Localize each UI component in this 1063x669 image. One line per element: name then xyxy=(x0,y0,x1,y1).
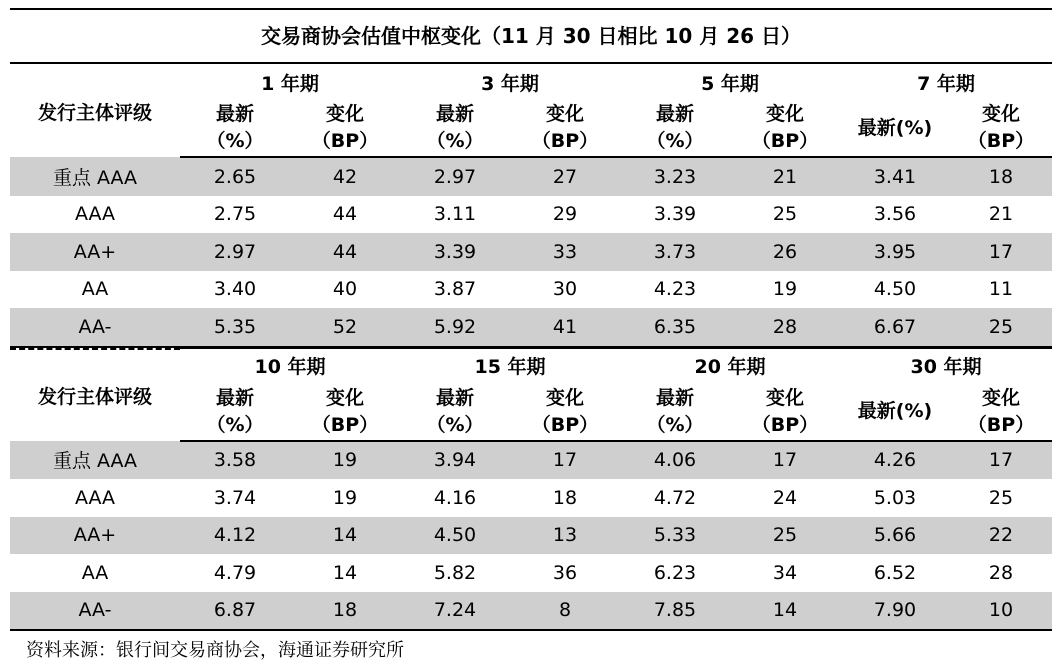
change-value-cell: 17 xyxy=(950,441,1052,480)
latest-header: 最新 （%） xyxy=(620,384,730,441)
rating-cell: AA- xyxy=(10,308,180,347)
period-header: 3 年期 xyxy=(481,72,539,95)
change-value-cell: 27 xyxy=(510,157,620,196)
rating-header: 发行主体评级 xyxy=(37,385,152,408)
latest-header: 最新 （%） xyxy=(400,100,510,157)
latest-header: 最新 （%） xyxy=(400,384,510,441)
latest-value-cell: 4.50 xyxy=(873,278,917,301)
table-row xyxy=(10,157,1052,196)
change-header: 变化 （BP） xyxy=(730,100,840,157)
change-value-cell: 14 xyxy=(290,517,400,555)
latest-value-cell: 6.67 xyxy=(840,308,950,347)
table-row xyxy=(10,441,1052,480)
change-value-cell: 14 xyxy=(730,592,840,631)
change-value-cell: 29 xyxy=(552,203,578,226)
latest-value-cell: 3.40 xyxy=(213,278,257,301)
latest-value-cell: 3.95 xyxy=(840,233,950,271)
latest-value-cell: 5.03 xyxy=(873,486,917,509)
latest-value-cell: 2.97 xyxy=(180,233,290,271)
latest-value-cell: 5.66 xyxy=(840,517,950,555)
period-header: 20 年期 xyxy=(694,356,766,378)
latest-value-cell: 6.52 xyxy=(873,561,917,584)
change-value-cell: 36 xyxy=(552,561,578,584)
latest-value-cell: 5.35 xyxy=(180,308,290,347)
latest-value-cell: 6.87 xyxy=(180,592,290,631)
change-value-cell: 40 xyxy=(332,278,358,301)
latest-value-cell: 4.79 xyxy=(213,561,257,584)
block1-body xyxy=(10,157,1052,347)
latest-value-cell: 4.06 xyxy=(620,441,730,480)
change-value-cell: 52 xyxy=(290,308,400,347)
change-value-cell: 17 xyxy=(730,441,840,480)
change-value-cell: 44 xyxy=(332,203,358,226)
change-value-cell: 25 xyxy=(772,203,798,226)
latest-value-cell: 3.41 xyxy=(840,157,950,196)
change-value-cell: 18 xyxy=(290,592,400,631)
rating-cell: AA+ xyxy=(10,233,180,271)
latest-value-cell: 6.23 xyxy=(653,561,697,584)
latest-value-cell: 4.12 xyxy=(180,517,290,555)
latest-header: 最新 （%） xyxy=(180,384,290,441)
change-value-cell: 11 xyxy=(988,278,1014,301)
latest-value-cell: 3.74 xyxy=(213,486,257,509)
change-header: 变化 （BP） xyxy=(510,100,620,157)
latest-value-cell: 7.24 xyxy=(400,592,510,631)
period-header: 5 年期 xyxy=(701,72,759,95)
latest-value-cell: 5.82 xyxy=(433,561,477,584)
table-row xyxy=(10,517,1052,555)
latest-value-cell: 7.85 xyxy=(620,592,730,631)
rating-cell: AA+ xyxy=(10,517,180,555)
latest-value-cell: 4.72 xyxy=(653,486,697,509)
latest-value-cell: 3.23 xyxy=(620,157,730,196)
change-value-cell: 44 xyxy=(290,233,400,271)
change-value-cell: 10 xyxy=(950,592,1052,631)
change-value-cell: 30 xyxy=(552,278,578,301)
period-header: 30 年期 xyxy=(910,356,982,378)
latest-header: 最新 （%） xyxy=(620,100,730,157)
latest-header: 最新(%) xyxy=(840,384,950,441)
change-value-cell: 28 xyxy=(988,561,1014,584)
change-value-cell: 8 xyxy=(510,592,620,631)
latest-header: 最新(%) xyxy=(840,100,950,157)
latest-value-cell: 5.33 xyxy=(620,517,730,555)
latest-value-cell: 2.97 xyxy=(400,157,510,196)
change-value-cell: 26 xyxy=(730,233,840,271)
latest-value-cell: 2.75 xyxy=(213,203,257,226)
change-value-cell: 22 xyxy=(950,517,1052,555)
latest-value-cell: 4.23 xyxy=(653,278,697,301)
change-header: 变化 （BP） xyxy=(950,384,1052,441)
change-value-cell: 25 xyxy=(988,486,1014,509)
rating-header: 发行主体评级 xyxy=(37,102,152,124)
latest-value-cell: 3.11 xyxy=(433,203,477,226)
table-row xyxy=(10,479,1052,517)
rating-cell: AAA xyxy=(74,486,116,509)
rating-cell: 重点 AAA xyxy=(10,157,180,196)
table-row xyxy=(10,592,1052,631)
table-row xyxy=(10,308,1052,347)
table-row xyxy=(10,271,1052,309)
table-title: 交易商协会估值中枢变化（11 月 30 日相比 10 月 26 日） xyxy=(10,8,1052,64)
rating-cell: AA xyxy=(81,278,109,301)
latest-value-cell: 2.65 xyxy=(180,157,290,196)
change-value-cell: 21 xyxy=(730,157,840,196)
table-row xyxy=(10,233,1052,271)
latest-value-cell: 6.35 xyxy=(620,308,730,347)
period-header: 15 年期 xyxy=(474,356,546,378)
block-divider-solid xyxy=(180,347,1052,349)
change-value-cell: 21 xyxy=(988,203,1014,226)
change-header: 变化 （BP） xyxy=(510,384,620,441)
block1-table xyxy=(10,64,1052,348)
latest-value-cell: 3.39 xyxy=(400,233,510,271)
latest-value-cell: 7.90 xyxy=(840,592,950,631)
block2-table xyxy=(10,348,1052,632)
latest-value-cell: 3.58 xyxy=(180,441,290,480)
rating-cell: AA- xyxy=(10,592,180,631)
source-note: 资料来源：银行间交易商协会，海通证券研究所 xyxy=(26,640,404,661)
change-value-cell: 19 xyxy=(332,486,358,509)
change-value-cell: 13 xyxy=(510,517,620,555)
change-value-cell: 25 xyxy=(730,517,840,555)
change-value-cell: 18 xyxy=(950,157,1052,196)
latest-value-cell: 3.73 xyxy=(620,233,730,271)
period-header: 7 年期 xyxy=(917,72,975,95)
rating-cell: AAA xyxy=(74,203,116,226)
period-header: 1 年期 xyxy=(261,72,319,95)
change-header: 变化 （BP） xyxy=(730,384,840,441)
change-value-cell: 42 xyxy=(290,157,400,196)
latest-value-cell: 3.94 xyxy=(400,441,510,480)
change-value-cell: 33 xyxy=(510,233,620,271)
rating-cell: 重点 AAA xyxy=(10,441,180,480)
change-value-cell: 24 xyxy=(772,486,798,509)
table-row xyxy=(10,196,1052,234)
change-header: 变化 （BP） xyxy=(950,100,1052,157)
block2-body xyxy=(10,441,1052,631)
latest-value-cell: 4.50 xyxy=(400,517,510,555)
rating-cell: AA xyxy=(81,561,109,584)
latest-value-cell: 4.26 xyxy=(840,441,950,480)
change-value-cell: 34 xyxy=(772,561,798,584)
change-header: 变化 （BP） xyxy=(290,384,400,441)
block-divider-dashed xyxy=(10,347,180,350)
change-value-cell: 14 xyxy=(332,561,358,584)
latest-value-cell: 4.16 xyxy=(433,486,477,509)
table-row xyxy=(10,554,1052,592)
change-value-cell: 19 xyxy=(290,441,400,480)
latest-value-cell: 5.92 xyxy=(400,308,510,347)
valuation-table-container xyxy=(10,8,1052,631)
latest-value-cell: 3.39 xyxy=(653,203,697,226)
change-value-cell: 41 xyxy=(510,308,620,347)
change-value-cell: 25 xyxy=(950,308,1052,347)
change-value-cell: 28 xyxy=(730,308,840,347)
change-value-cell: 17 xyxy=(950,233,1052,271)
change-header: 变化 （BP） xyxy=(290,100,400,157)
change-value-cell: 17 xyxy=(510,441,620,480)
change-value-cell: 19 xyxy=(772,278,798,301)
latest-value-cell: 3.87 xyxy=(433,278,477,301)
period-header: 10 年期 xyxy=(254,356,326,378)
latest-header: 最新 （%） xyxy=(180,100,290,157)
latest-value-cell: 3.56 xyxy=(873,203,917,226)
change-value-cell: 18 xyxy=(552,486,578,509)
